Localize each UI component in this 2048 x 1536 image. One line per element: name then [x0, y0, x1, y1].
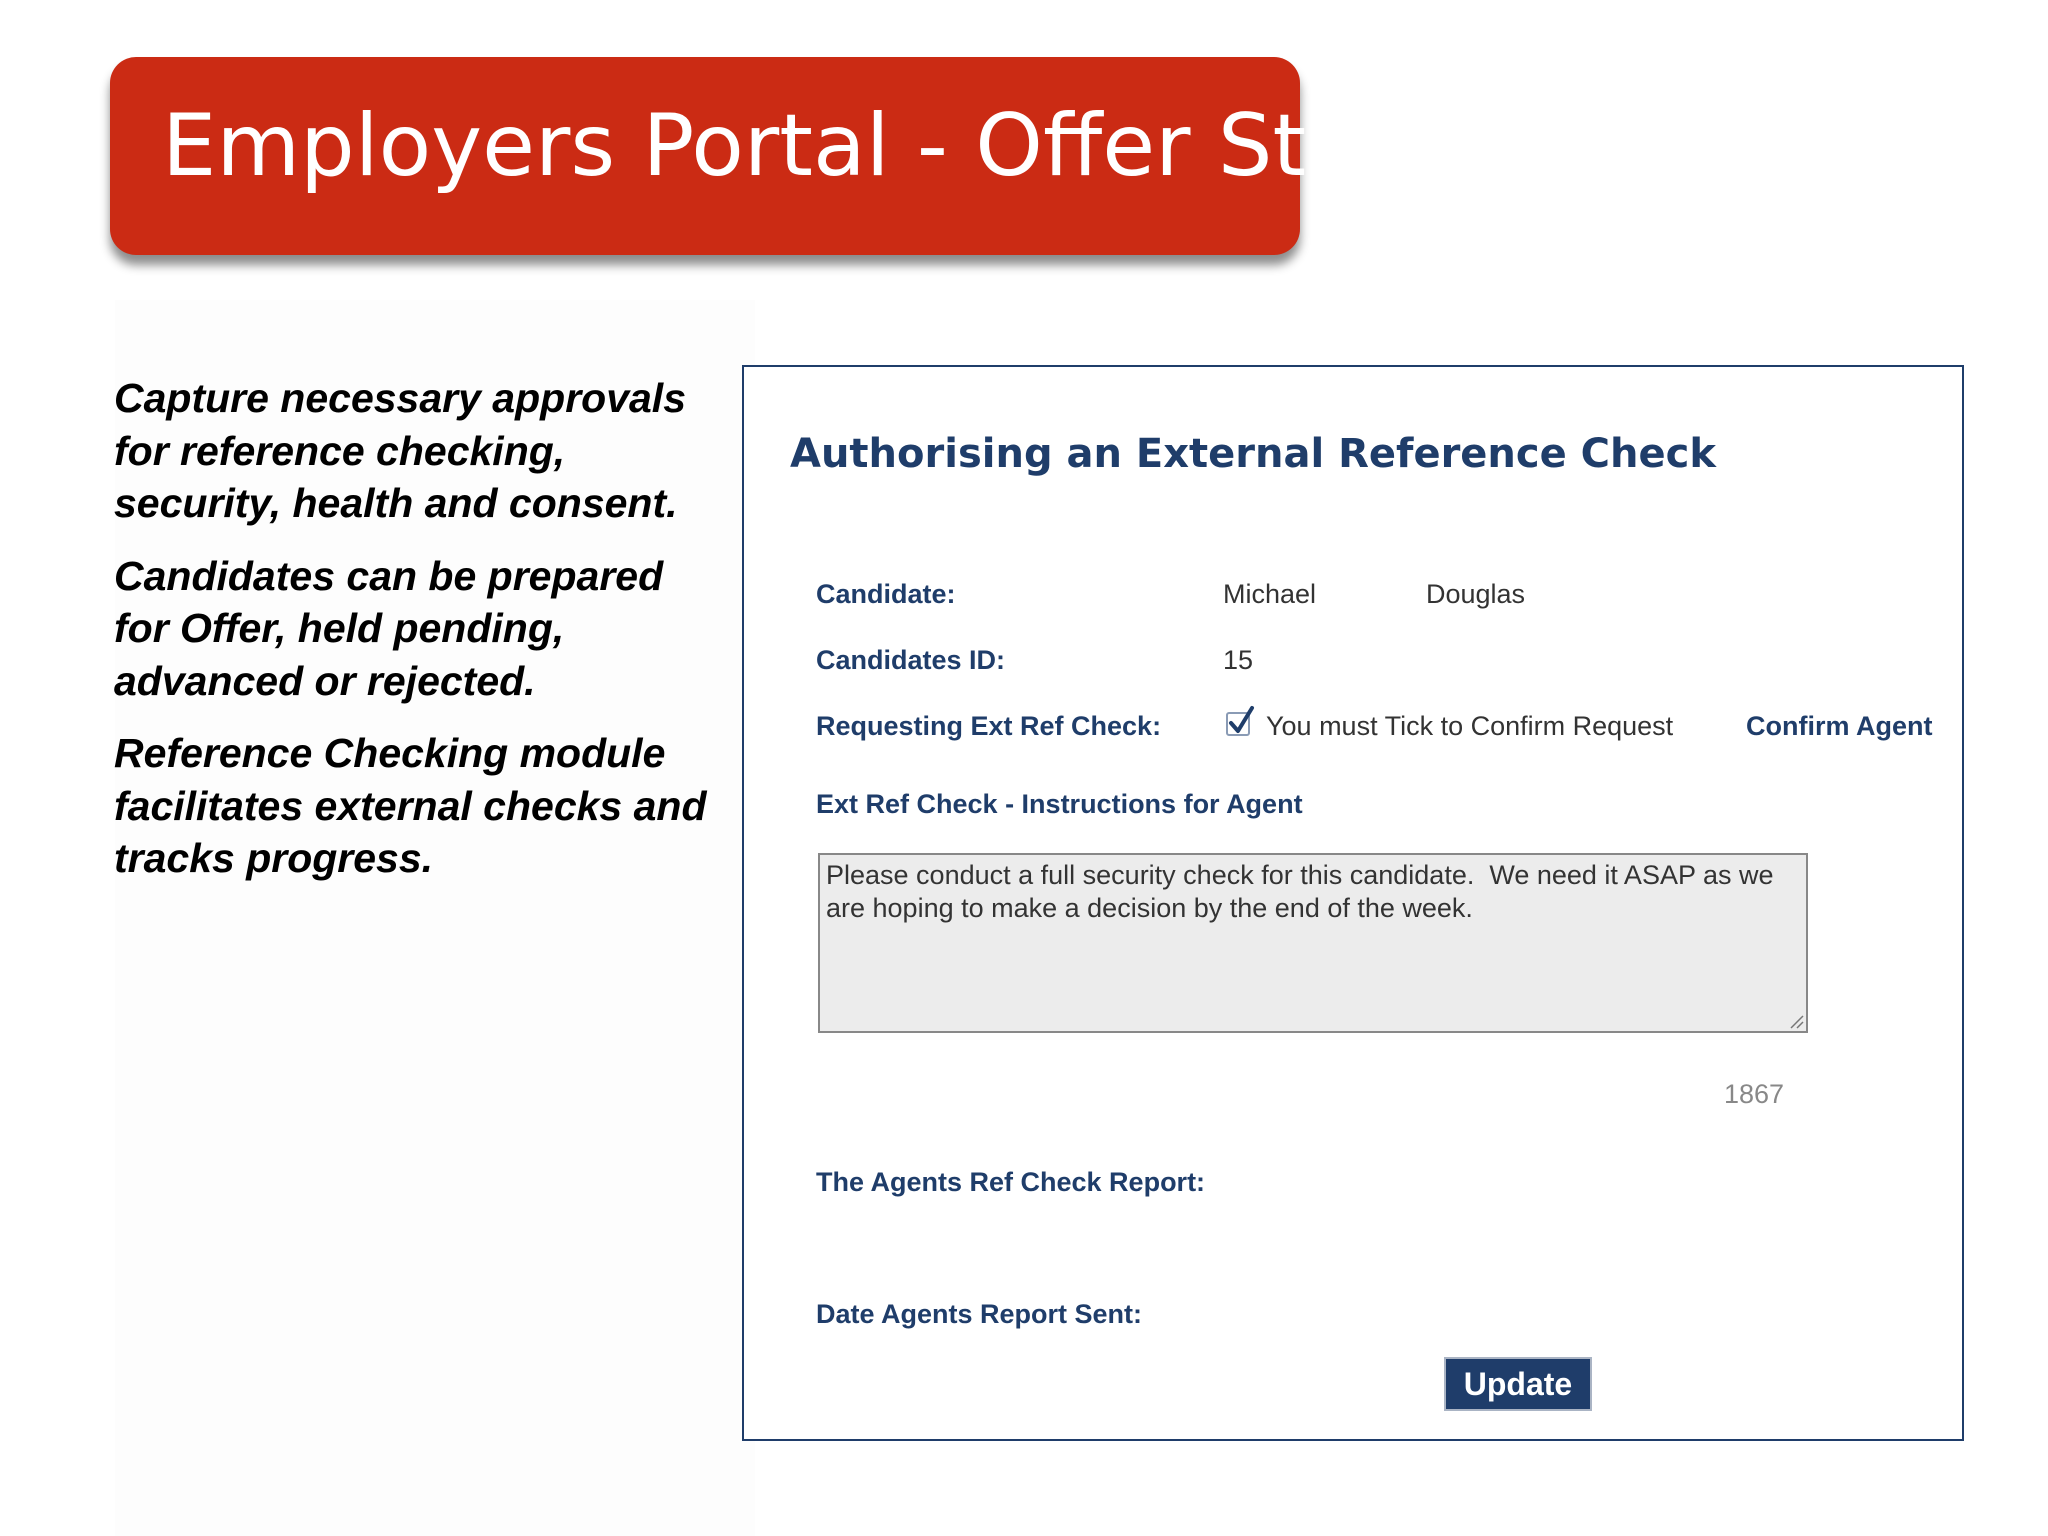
bullet-approvals: Capture necessary approvals for reference checking, security, health and consent.	[114, 375, 686, 526]
candidate-id-label: Candidates ID:	[816, 645, 1006, 675]
candidate-label: Candidate:	[816, 579, 956, 609]
date-report-sent-label: Date Agents Report Sent:	[816, 1299, 1143, 1329]
bullet-list	[114, 372, 714, 905]
candidate-first-name: Michael	[1223, 579, 1317, 609]
bullet-reference-checking: Reference Checking module facilitates external checks and tracks progress.	[114, 730, 707, 881]
request-ext-ref-label: Requesting Ext Ref Check:	[816, 711, 1162, 741]
candidate-id-value: 15	[1223, 645, 1254, 675]
reference-check-form	[742, 365, 1964, 1441]
slide-title: Employers Portal - Offer Stage	[162, 96, 1467, 196]
update-button[interactable]: Update	[1444, 1357, 1592, 1411]
bullet-candidates: Candidates can be prepared for Offer, held pending, advanced or rejected.	[114, 552, 664, 704]
form-heading: Authorising an External Reference Check	[790, 431, 1716, 477]
resize-grip-icon[interactable]	[1788, 1013, 1804, 1029]
agents-report-label: The Agents Ref Check Report:	[816, 1167, 1206, 1197]
character-counter: 1867	[1724, 1079, 1785, 1109]
instructions-textarea[interactable]	[818, 853, 1808, 1033]
confirm-request-text: You must Tick to Confirm Request	[1266, 711, 1674, 741]
instructions-label: Ext Ref Check - Instructions for Agent	[816, 789, 1303, 819]
checkmark-icon	[1227, 705, 1255, 737]
confirm-agent-link[interactable]: Confirm Agent	[1746, 711, 1933, 741]
title-banner	[110, 57, 1467, 255]
candidate-last-name: Douglas	[1426, 579, 1526, 609]
confirm-request-checkbox[interactable]	[1226, 712, 1250, 736]
